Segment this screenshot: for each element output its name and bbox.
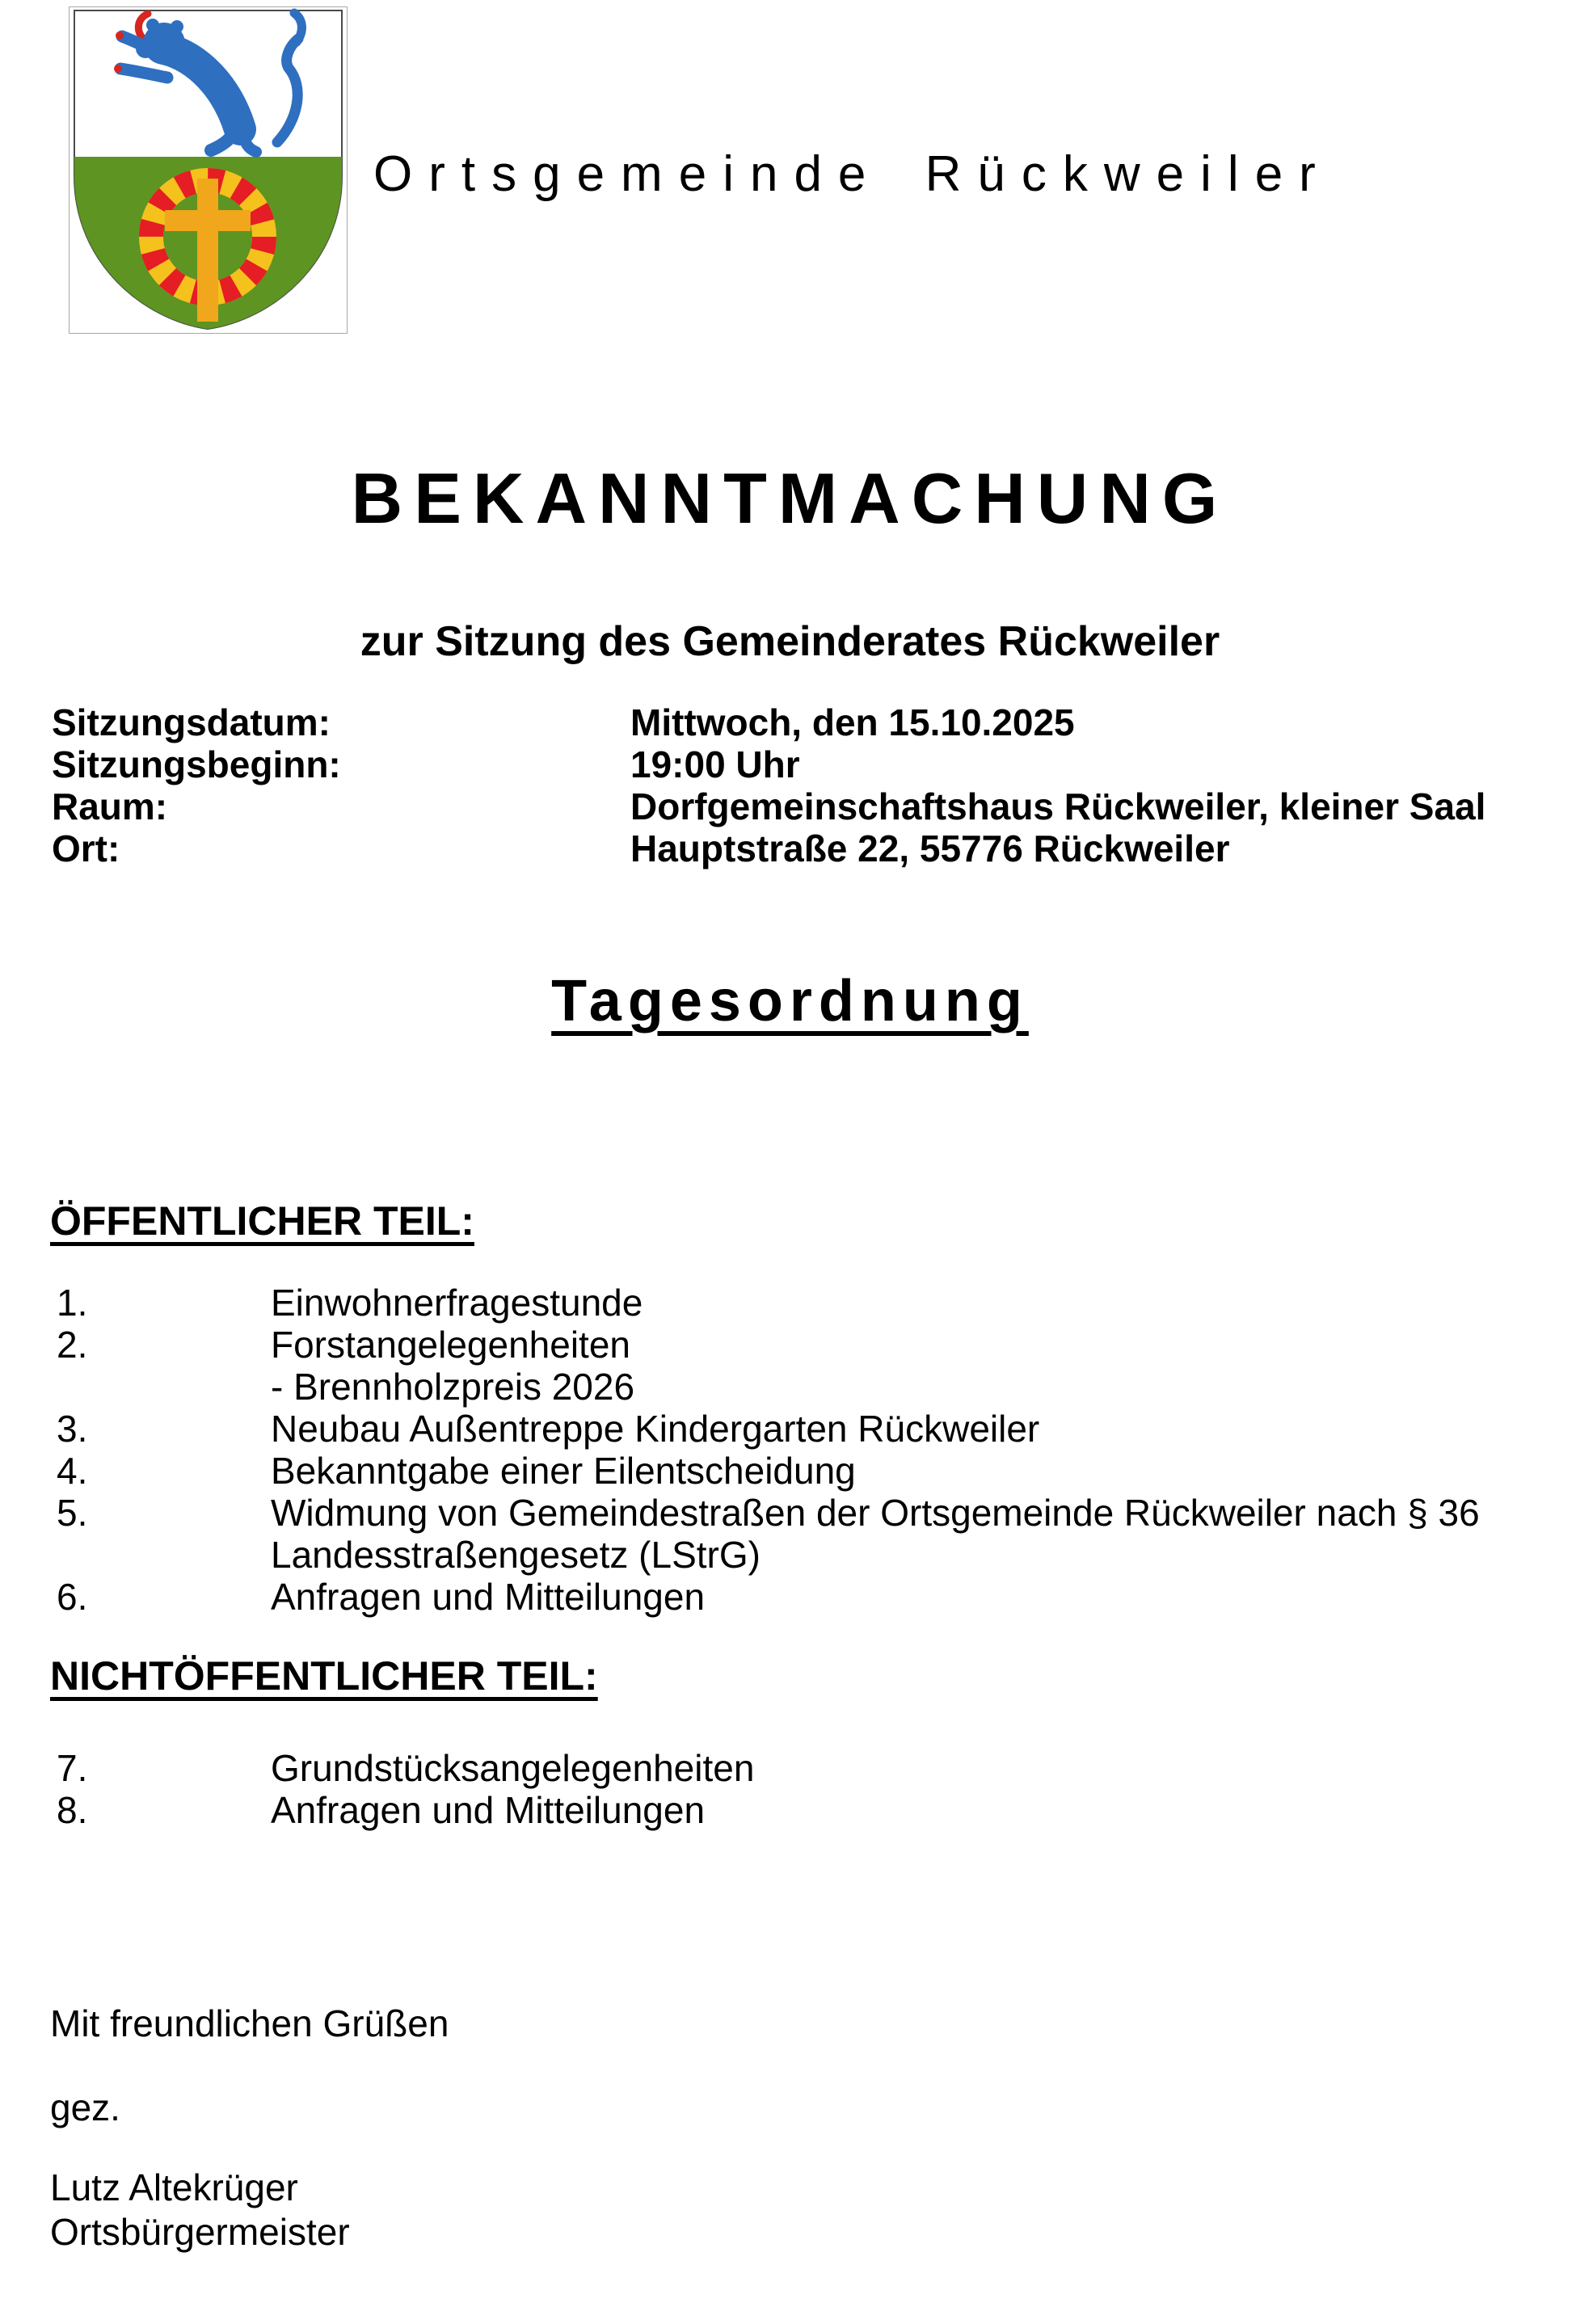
meeting-info-row <box>52 743 1532 785</box>
agenda-item-text: - Brennholzpreis 2026 <box>271 1366 635 1408</box>
info-label-place: Ort: <box>52 827 120 869</box>
agenda-item-continuation <box>57 1534 1548 1576</box>
agenda-item <box>57 1789 1548 1831</box>
info-value-place: Hauptstraße 22, 55776 Rückweiler <box>630 827 1230 869</box>
coat-of-arms-svg <box>69 6 348 334</box>
closing-signed: gez. <box>50 2086 120 2128</box>
agenda-item-text: Neubau Außentreppe Kindergarten Rückweiler <box>271 1408 1040 1450</box>
agenda-item <box>57 1492 1548 1534</box>
info-value-room: Dorfgemeinschaftshaus Rückweiler, kleiner Saal <box>630 785 1486 827</box>
agenda-item-number: 3. <box>57 1408 88 1450</box>
section-heading-nonpublic: NICHTÖFFENTLICHER TEIL: <box>50 1653 598 1699</box>
agenda-item <box>57 1747 1548 1789</box>
agenda-item-text: Widmung von Gemeindestraßen der Ortsgemeinde Rückweiler nach § 36 <box>271 1492 1480 1534</box>
meeting-info-row <box>52 785 1532 827</box>
agenda-item <box>57 1450 1548 1492</box>
agenda-list-public <box>57 1282 1548 1618</box>
closing-signature-block <box>50 2166 350 2255</box>
agenda-heading-wrap <box>0 968 1580 1034</box>
signer-role: Ortsbürgermeister <box>50 2211 350 2253</box>
municipal-coat-of-arms-icon <box>69 6 348 334</box>
section-heading-public: ÖFFENTLICHER TEIL: <box>50 1198 474 1244</box>
agenda-heading: Tagesordnung <box>551 969 1029 1034</box>
agenda-item-continuation <box>57 1366 1548 1408</box>
agenda-item-number: 6. <box>57 1576 88 1618</box>
meeting-info-row <box>52 701 1532 743</box>
agenda-item-number <box>57 1366 271 1408</box>
agenda-item-text: Grundstücksangelegenheiten <box>271 1747 755 1789</box>
agenda-item-number: 8. <box>57 1789 88 1831</box>
agenda-item <box>57 1576 1548 1618</box>
meeting-info-row <box>52 827 1532 869</box>
agenda-item <box>57 1282 1548 1324</box>
info-label-time: Sitzungsbeginn: <box>52 743 341 785</box>
agenda-item-number: 7. <box>57 1747 88 1789</box>
agenda-item-text: Bekanntgabe einer Eilentscheidung <box>271 1450 856 1492</box>
info-value-time: 19:00 Uhr <box>630 743 800 785</box>
agenda-item-text: Landesstraßengesetz (LStrG) <box>271 1534 761 1576</box>
info-label-room: Raum: <box>52 785 168 827</box>
agenda-item-text: Einwohnerfragestunde <box>271 1282 643 1324</box>
agenda-item-text: Anfragen und Mitteilungen <box>271 1789 706 1831</box>
agenda-item <box>57 1324 1548 1366</box>
closing-salutation: Mit freundlichen Grüßen <box>50 2002 449 2044</box>
agenda-list-nonpublic <box>57 1747 1548 1831</box>
signer-name: Lutz Altekrüger <box>50 2166 298 2208</box>
agenda-item-text: Forstangelegenheiten <box>271 1324 630 1366</box>
agenda-item-number: 1. <box>57 1282 88 1324</box>
org-title: Ortsgemeinde Rückweiler <box>373 146 1332 202</box>
agenda-item <box>57 1408 1548 1450</box>
announcement-title: BEKANNTMACHUNG <box>351 458 1229 538</box>
agenda-item-number: 4. <box>57 1450 88 1492</box>
info-value-date: Mittwoch, den 15.10.2025 <box>630 701 1075 743</box>
agenda-item-text: Anfragen und Mitteilungen <box>271 1576 706 1618</box>
agenda-item-number <box>57 1534 271 1576</box>
info-label-date: Sitzungsdatum: <box>52 701 331 743</box>
agenda-item-number: 2. <box>57 1324 88 1366</box>
announcement-subtitle: zur Sitzung des Gemeinderates Rückweiler <box>360 618 1220 665</box>
meeting-info <box>52 701 1532 869</box>
agenda-item-number: 5. <box>57 1492 88 1534</box>
